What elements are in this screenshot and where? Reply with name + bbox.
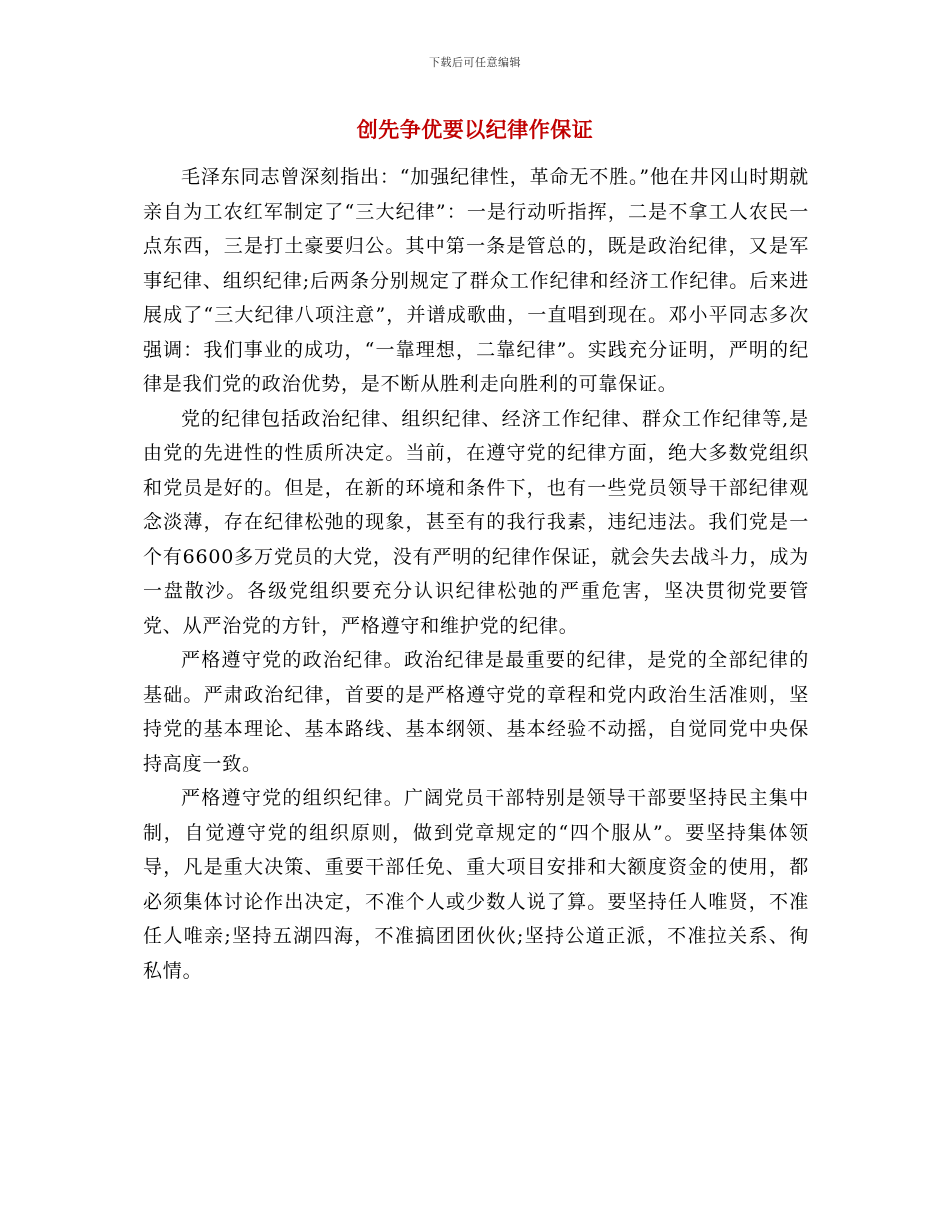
- header-note: 下载后可任意编辑: [429, 56, 521, 69]
- paragraph-3: 严格遵守党的政治纪律。政治纪律是最重要的纪律，是党的全部纪律的基础。严肃政治纪律，首要的是严格遵守党的章程和党内政治生活准则，坚持党的基本理论、基本路线、基本纲领、基本经验不动摇，自觉同党中央保持高度一致。: [143, 649, 809, 775]
- paragraph-1: 毛泽东同志曾深刻指出：“加强纪律性，革命无不胜。”他在井冈山时期就亲自为工农红军制定了“三大纪律”：一是行动听指挥，二是不拿工人农民一点东西，三是打土豪要归公。其中第一条是管总的，既是政治纪律，又是军事纪律、组织纪律;后两条分别规定了群众工作纪律和经济工作纪律。后来进展成了“三大纪律八项注意”，并谱成歌曲，一直唱到现在。邓小平同志多次强调：我们事业的成功，“一靠理想，二靠纪律”。实践充分证明，严明的纪律是我们党的政治优势，是不断从胜利走向胜利的可靠保证。: [143, 166, 809, 395]
- paragraph-4: 严格遵守党的组织纪律。广阔党员干部特别是领导干部要坚持民主集中制，自觉遵守党的组织原则，做到党章规定的“四个服从”。要坚持集体领导，凡是重大决策、重要干部任免、重大项目安排和大额度资金的使用，都必须集体讨论作出决定，不准个人或少数人说了算。要坚持任人唯贤，不准任人唯亲;坚持五湖四海，不准搞团团伙伙;坚持公道正派，不准拉关系、徇私情。: [143, 787, 809, 982]
- document-body: [143, 160, 809, 988]
- document-title: 创先争优要以纪律作保证: [356, 118, 594, 142]
- paragraph-2: 党的纪律包括政治纪律、组织纪律、经济工作纪律、群众工作纪律等,是由党的先进性的性质所决定。当前，在遵守党的纪律方面，绝大多数党组织和党员是好的。但是，在新的环境和条件下，也有一些党员领导干部纪律观念淡薄，存在纪律松弛的现象，甚至有的我行我素，违纪违法。我们党是一个有6600多万党员的大党，没有严明的纪律作保证，就会失去战斗力，成为一盘散沙。各级党组织要充分认识纪律松弛的严重危害，坚决贯彻党要管党、从严治党的方针，严格遵守和维护党的纪律。: [143, 407, 809, 637]
